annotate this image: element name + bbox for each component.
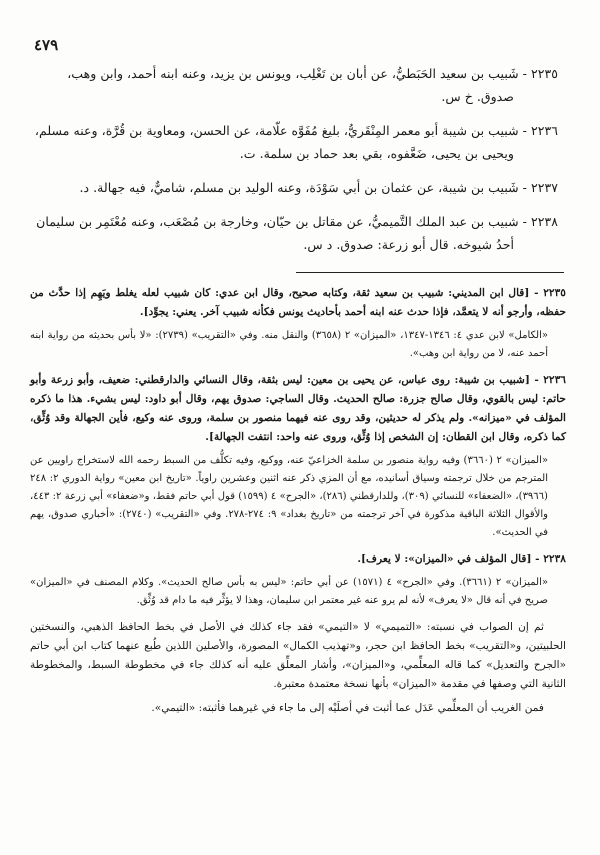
entry-line: ٢٢٣٥ - شَبيب بن سعيد الحَبَطيُّ، عن أبان بن تَغْلِب، ويونس بن يزيد، وعنه ابنه أحمد، وابن وهب، [67, 66, 558, 81]
main-entries [30, 62, 558, 267]
footnotes [30, 284, 566, 723]
entry-line: صدوق. خ س. [441, 89, 514, 104]
footnote-2236: ٢٢٣٦ - [شبيب بن شيبة: روى عباس، عن يحيى بن معين: ليس بثقة، وقال النسائي والدارقطني: ضعيف، وأبو زرعة وأبو حاتم: ليس بالقوي، وقال صالح جزرة: صالح الحديث. وقال الساجي: صدوق يهم، وقال أبو داود: ليس بشيء. هذا ما ذكره المؤلف في «ميزانه». ولم يذكر له حديثين، وقد روى عنه فيهما منصور بن سلمة، وروى عنه وكيع، فأين الجهالة وقد وُثِّق، كما ذكره، وقال ابن القطان: إن الشخص إذا وُثِّق، وروى عنه واحد: انتفت الجهالة]. [30, 374, 566, 443]
entry-line: ٢٢٣٨ - شبيب بن عبد الملك التَّميميُّ، عن مقاتل بن حيّان، وخارجة بن مُصْعَب، وعنه مُعْتَمِر بن سليمان [36, 214, 558, 229]
footnote-divider [296, 272, 564, 273]
footnote-paragraph: ثم إن الصواب في نسبته: «التميمي» لا «التيمي» فقد جاء كذلك في الأصل في بخط الحافظ الذهبي، والنسختين الحلبيتين، و«التقريب» بخط الحافظ ابن حجر، و«تهذيب الكمال» المصورة، والأصلين اللذين طُبع عنهما كتاب ابن أبي حاتم «الجرح والتعديل» كما قاله المعلِّمي، و«الميزان»، وأشار المعلِّق عليه أنه كذلك جاء في مخطوطة السبط، والمخطوطة الثانية التي وصفها في مقدمة «الميزان» بأنها نسخة معتمدة معتبرة. [30, 621, 566, 690]
entry-2238 [30, 210, 558, 256]
footnote-citation: «الكامل» لابن عدي ٤: ١٣٤٦-١٣٤٧، «الميزان» ٢ (٣٦٥٨) والنقل منه. وفي «التقريب» (٢٧٣٩): «لا بأس بحديثه من رواية ابنه أحمد عنه، لا من رواية ابن وهب». [30, 330, 548, 359]
entry-line: ٢٢٣٦ - شبيب بن شيبة أبو معمر المِنْقَريُّ، بليغ مُفَوَّه علّامة، عن الحسن، ومعاوية بن قُرَّة، وعنه مسلم، [34, 123, 558, 138]
footnote-paragraph: فمن الغريب أن المعلِّمي عَدَل عما أثبت في أصلَيْه إلى ما جاء في غيرهما فأثبته: «التيمي». [151, 702, 544, 714]
page-number: ٤٧٩ [34, 36, 59, 54]
footnote-2235: ٢٢٣٥ - [قال ابن المديني: شبيب بن سعيد ثقة، وكتابه صحيح، وقال ابن عدي: كان شبيب لعله يغلط ويَهِم إذا حدَّث من حفظه، وأرجو أنه لا يتعمَّد، فإذا حدث عنه ابنه أحمد بأحاديث يونس فكأنه شبيب آخر. يعني: يجوِّد]. [30, 287, 566, 318]
footnote-citation: «الميزان» ٢ (٣٦٦١). وفي «الجرح» ٤ (١٥٧١) عن أبي حاتم: «ليس به بأس صالح الحديث». وكلام المصنف في «الميزان» صريح في أنه قال «لا يعرف» لأنه لم يرو عنه غير معتمر ابن سليمان، وهذا لا يؤثِّر فيه ما دام قد وُثِّق. [30, 577, 548, 606]
footnote-2238: ٢٢٣٨ - [قال المؤلف في «الميزان»: لا يعرف]. [357, 553, 566, 565]
entry-line: ٢٢٣٧ - شَبيب بن شيبة، عن عثمان بن أبي سَوْدَة، وعنه الوليد بن مسلم، شاميٌّ، فيه جهالة. د. [79, 180, 558, 195]
entry-2237 [30, 176, 558, 199]
footnote-citation: «الميزان» ٢ (٣٦٦٠) وفيه رواية منصور بن سلمة الخزاعيّ عنه، ووكيع، وفيه تكلُّف من السبط رحمه الله لاستخراج راويين عن المترجم من خلال ترجمته وسياق أسانيده، مع أن المزي ذكر عنه اثنين وعشرين راوياً. «تاريخ ابن معين» رواية الدوري ٢: ٢٤٨ (٣٩٦٦)، «الضعفاء» للنسائي (٣٠٩)، وللدارقطني (٢٨٦)، «الجرح» ٤ (١٥٩٩) قول أبي حاتم فقط، و«ضعفاء» أبي زرعة ٢: ٤٤٣، والأقوال الثلاثة الباقية مذكورة في آخر ترجمته من «تاريخ بغداد» ٩: ٢٧٤-٢٧٨. وفي «التقريب» (٢٧٤٠): «أخباري صدوق، يهم في الحديث». [30, 455, 549, 538]
entry-2236 [30, 119, 558, 165]
entry-line: ويحيى بن يحيى، ضَعَّفوه، بقي بعد حماد بن سلمة. ت. [239, 146, 514, 161]
entry-line: أحدُ شيوخه. قال أبو زرعة: صدوق. د س. [303, 237, 514, 252]
entry-2235 [30, 62, 558, 108]
